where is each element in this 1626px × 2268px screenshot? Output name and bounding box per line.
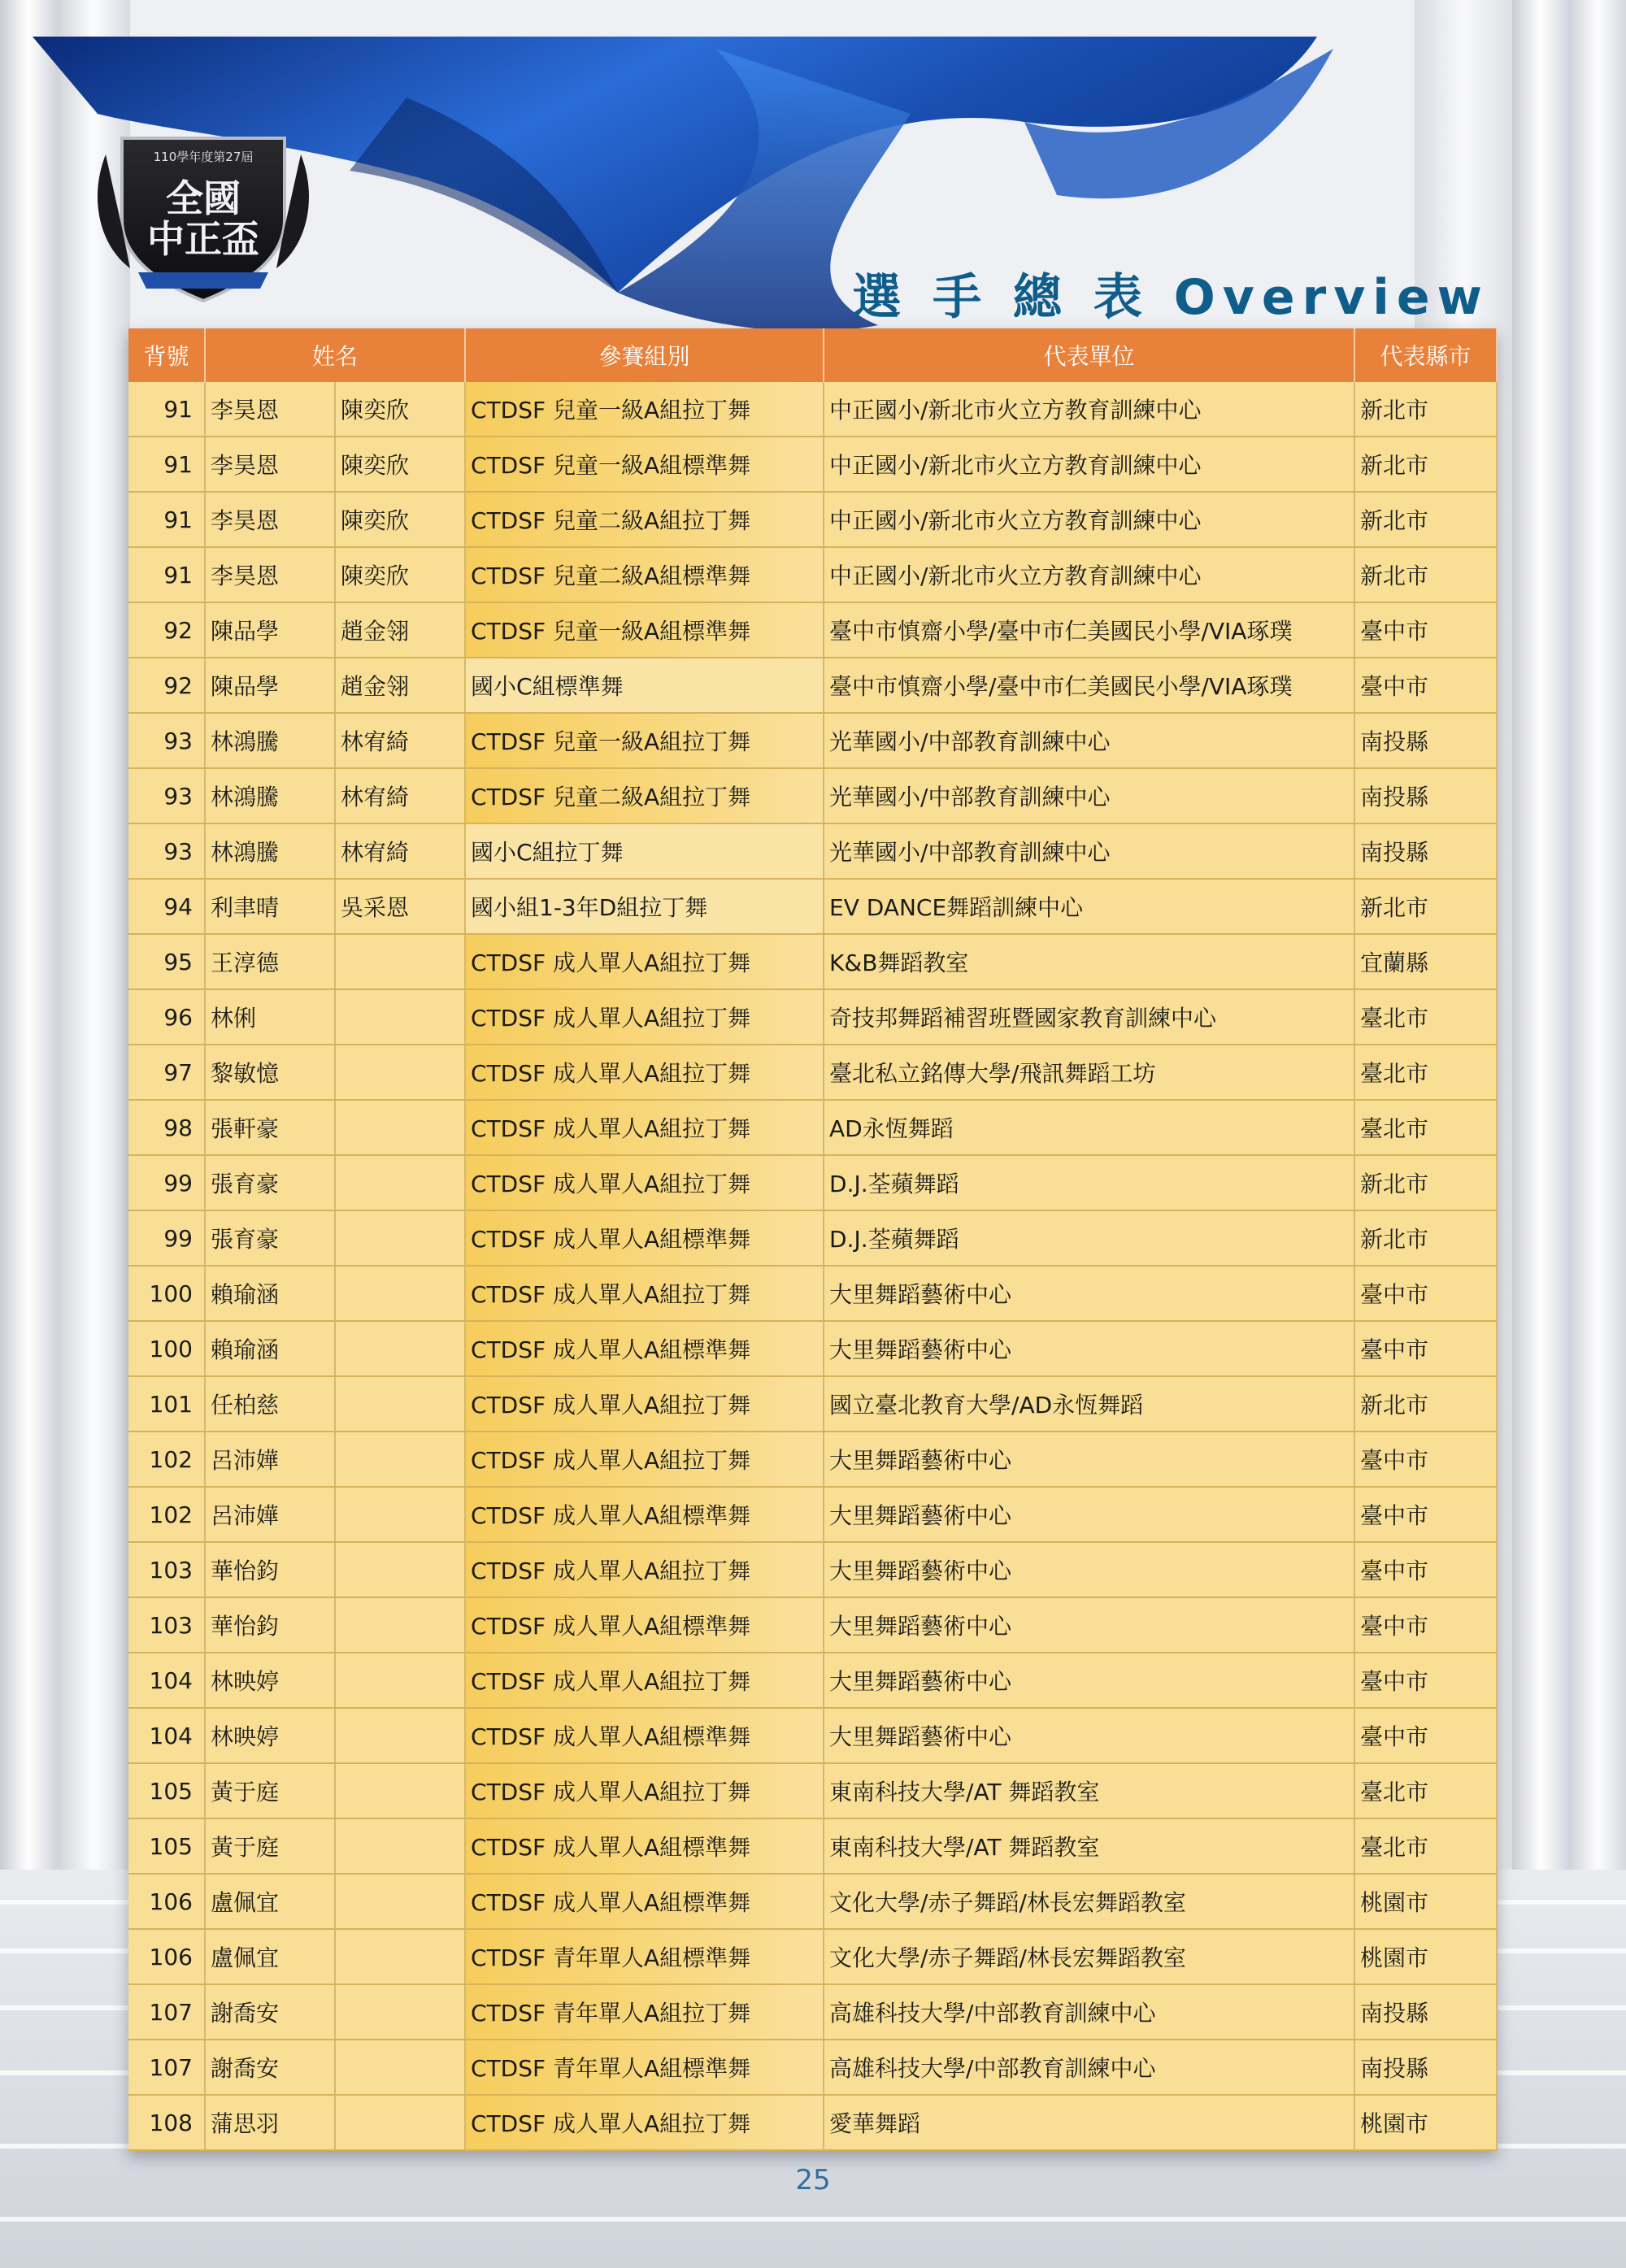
division-cell: CTDSF 青年單人A組拉丁舞 [465,1984,824,2040]
division-cell: CTDSF 成人單人A組拉丁舞 [465,1763,824,1818]
unit-cell: 國立臺北教育大學/AD永恆舞蹈 [824,1376,1354,1432]
name-partner-cell [335,1542,465,1597]
unit-cell: 臺中市慎齋小學/臺中市仁美國民小學/VIA琢璞 [824,602,1354,658]
division-cell: CTDSF 成人單人A組拉丁舞 [465,934,824,989]
name-partner-cell: 陳奕欣 [335,437,465,492]
division-cell: 國小C組標準舞 [465,658,824,713]
bib-number-cell: 100 [128,1321,205,1376]
name-partner-cell [335,1487,465,1542]
name-primary-cell: 謝喬安 [205,2040,335,2095]
division-cell: CTDSF 兒童二級A組拉丁舞 [465,492,824,547]
bib-number-cell: 102 [128,1487,205,1542]
division-cell: CTDSF 成人單人A組拉丁舞 [465,1045,824,1100]
unit-cell: D.J.荃蘋舞蹈 [824,1155,1354,1210]
bib-number-cell: 97 [128,1045,205,1100]
city-cell: 臺中市 [1354,1321,1497,1376]
unit-cell: 文化大學/赤子舞蹈/林長宏舞蹈教室 [824,1874,1354,1929]
bib-number-cell: 94 [128,879,205,934]
bib-number-cell: 93 [128,768,205,823]
name-partner-cell [335,2095,465,2150]
table-row [128,1653,1497,1708]
column-header-name: 姓名 [205,328,465,382]
name-primary-cell: 林鴻騰 [205,713,335,768]
unit-cell: 大里舞蹈藝術中心 [824,1266,1354,1321]
name-primary-cell: 蒲思羽 [205,2095,335,2150]
unit-cell: 奇技邦舞蹈補習班暨國家教育訓練中心 [824,989,1354,1045]
name-primary-cell: 謝喬安 [205,1984,335,2040]
table-row [128,989,1497,1045]
table-row [128,1597,1497,1653]
name-partner-cell [335,1100,465,1155]
name-primary-cell: 呂沛嬅 [205,1432,335,1487]
city-cell: 南投縣 [1354,713,1497,768]
unit-cell: 中正國小/新北市火立方教育訓練中心 [824,437,1354,492]
table-row [128,658,1497,713]
unit-cell: K&B舞蹈教室 [824,934,1354,989]
name-partner-cell [335,1376,465,1432]
city-cell: 新北市 [1354,879,1497,934]
division-cell: CTDSF 成人單人A組標準舞 [465,1597,824,1653]
unit-cell: 光華國小/中部教育訓練中心 [824,768,1354,823]
table-row [128,602,1497,658]
name-primary-cell: 黃于庭 [205,1763,335,1818]
unit-cell: 愛華舞蹈 [824,2095,1354,2150]
table-row [128,2095,1497,2150]
bib-number-cell: 93 [128,823,205,879]
table-row [128,934,1497,989]
table-row [128,1487,1497,1542]
city-cell: 臺中市 [1354,1266,1497,1321]
division-cell: CTDSF 成人單人A組拉丁舞 [465,989,824,1045]
city-cell: 臺北市 [1354,989,1497,1045]
name-primary-cell: 陳品學 [205,658,335,713]
bib-number-cell: 104 [128,1653,205,1708]
name-partner-cell [335,1763,465,1818]
name-primary-cell: 盧佩宜 [205,1874,335,1929]
name-primary-cell: 李昊恩 [205,547,335,602]
table-row [128,1874,1497,1929]
bib-number-cell: 100 [128,1266,205,1321]
bib-number-cell: 108 [128,2095,205,2150]
city-cell: 南投縣 [1354,823,1497,879]
name-partner-cell [335,1266,465,1321]
table-row [128,1542,1497,1597]
bib-number-cell: 92 [128,658,205,713]
name-primary-cell: 林映婷 [205,1653,335,1708]
division-cell: CTDSF 成人單人A組標準舞 [465,1708,824,1763]
city-cell: 臺北市 [1354,1100,1497,1155]
city-cell: 臺中市 [1354,658,1497,713]
division-cell: CTDSF 兒童一級A組拉丁舞 [465,382,824,437]
city-cell: 新北市 [1354,547,1497,602]
unit-cell: D.J.荃蘋舞蹈 [824,1210,1354,1266]
name-partner-cell [335,1708,465,1763]
bib-number-cell: 105 [128,1818,205,1874]
unit-cell: 大里舞蹈藝術中心 [824,1321,1354,1376]
name-partner-cell [335,1210,465,1266]
division-cell: CTDSF 成人單人A組標準舞 [465,1210,824,1266]
name-partner-cell [335,1321,465,1376]
division-cell: 國小組1-3年D組拉丁舞 [465,879,824,934]
division-cell: CTDSF 成人單人A組拉丁舞 [465,1653,824,1708]
table-row [128,1818,1497,1874]
name-partner-cell [335,1929,465,1984]
table-row [128,768,1497,823]
unit-cell: 大里舞蹈藝術中心 [824,1653,1354,1708]
bib-number-cell: 95 [128,934,205,989]
name-partner-cell [335,1597,465,1653]
unit-cell: EV DANCE舞蹈訓練中心 [824,879,1354,934]
unit-cell: 中正國小/新北市火立方教育訓練中心 [824,547,1354,602]
column-header-number: 背號 [128,328,205,382]
division-cell: CTDSF 成人單人A組標準舞 [465,1874,824,1929]
division-cell: CTDSF 兒童一級A組標準舞 [465,602,824,658]
table-row [128,437,1497,492]
name-primary-cell: 林俐 [205,989,335,1045]
bib-number-cell: 99 [128,1155,205,1210]
division-cell: CTDSF 成人單人A組標準舞 [465,1321,824,1376]
table-row [128,1763,1497,1818]
table-row [128,1708,1497,1763]
unit-cell: 中正國小/新北市火立方教育訓練中心 [824,492,1354,547]
city-cell: 臺北市 [1354,1818,1497,1874]
bib-number-cell: 105 [128,1763,205,1818]
unit-cell: 高雄科技大學/中部教育訓練中心 [824,2040,1354,2095]
table-row [128,1266,1497,1321]
name-partner-cell: 陳奕欣 [335,547,465,602]
name-partner-cell [335,2040,465,2095]
division-cell: CTDSF 青年單人A組標準舞 [465,1929,824,1984]
name-primary-cell: 林鴻騰 [205,823,335,879]
page-number: 25 [795,2164,831,2196]
city-cell: 臺北市 [1354,1763,1497,1818]
division-cell: CTDSF 成人單人A組標準舞 [465,1818,824,1874]
name-primary-cell: 林鴻騰 [205,768,335,823]
unit-cell: 大里舞蹈藝術中心 [824,1487,1354,1542]
svg-text:中正盃: 中正盃 [147,217,259,261]
name-partner-cell: 林宥綺 [335,713,465,768]
unit-cell: 大里舞蹈藝術中心 [824,1432,1354,1487]
unit-cell: 東南科技大學/AT 舞蹈教室 [824,1818,1354,1874]
city-cell: 桃園市 [1354,1929,1497,1984]
bib-number-cell: 107 [128,1984,205,2040]
name-primary-cell: 王淳德 [205,934,335,989]
bib-number-cell: 104 [128,1708,205,1763]
table-row [128,879,1497,934]
table-row [128,492,1497,547]
bib-number-cell: 101 [128,1376,205,1432]
city-cell: 桃園市 [1354,1874,1497,1929]
division-cell: CTDSF 兒童一級A組標準舞 [465,437,824,492]
name-partner-cell [335,1155,465,1210]
name-primary-cell: 利聿晴 [205,879,335,934]
city-cell: 臺中市 [1354,1597,1497,1653]
bib-number-cell: 103 [128,1542,205,1597]
column-header-unit: 代表單位 [824,328,1354,382]
table-row [128,1210,1497,1266]
overview-table [128,328,1498,2151]
table-row [128,1984,1497,2040]
bib-number-cell: 91 [128,492,205,547]
division-cell: CTDSF 兒童二級A組標準舞 [465,547,824,602]
name-partner-cell [335,1045,465,1100]
table-row [128,2040,1497,2095]
table-row [128,713,1497,768]
table-row [128,1045,1497,1100]
name-primary-cell: 李昊恩 [205,382,335,437]
page-title: 選 手 總 表 Overview [852,269,1489,326]
division-cell: CTDSF 青年單人A組標準舞 [465,2040,824,2095]
city-cell: 臺中市 [1354,1487,1497,1542]
svg-text:110學年度第27屆: 110學年度第27屆 [153,150,254,164]
name-partner-cell: 吳采恩 [335,879,465,934]
bib-number-cell: 91 [128,437,205,492]
table-row [128,1100,1497,1155]
name-primary-cell: 李昊恩 [205,437,335,492]
unit-cell: 東南科技大學/AT 舞蹈教室 [824,1763,1354,1818]
name-partner-cell [335,989,465,1045]
city-cell: 新北市 [1354,1210,1497,1266]
name-primary-cell: 盧佩宜 [205,1929,335,1984]
name-primary-cell: 呂沛嬅 [205,1487,335,1542]
division-cell: CTDSF 成人單人A組拉丁舞 [465,1155,824,1210]
division-cell: CTDSF 成人單人A組拉丁舞 [465,1376,824,1432]
bib-number-cell: 92 [128,602,205,658]
city-cell: 桃園市 [1354,2095,1497,2150]
unit-cell: 大里舞蹈藝術中心 [824,1708,1354,1763]
city-cell: 臺中市 [1354,1432,1497,1487]
city-cell: 臺中市 [1354,1708,1497,1763]
unit-cell: 光華國小/中部教育訓練中心 [824,713,1354,768]
bib-number-cell: 99 [128,1210,205,1266]
city-cell: 新北市 [1354,382,1497,437]
table-row [128,547,1497,602]
name-primary-cell: 任柏慈 [205,1376,335,1432]
name-primary-cell: 黎敏憶 [205,1045,335,1100]
city-cell: 南投縣 [1354,1984,1497,2040]
name-primary-cell: 賴瑜涵 [205,1321,335,1376]
city-cell: 宜蘭縣 [1354,934,1497,989]
name-partner-cell: 趙金翎 [335,602,465,658]
city-cell: 南投縣 [1354,768,1497,823]
unit-cell: 中正國小/新北市火立方教育訓練中心 [824,382,1354,437]
city-cell: 臺北市 [1354,1045,1497,1100]
column-header-city: 代表縣市 [1354,328,1497,382]
column-header-division: 參賽組別 [465,328,824,382]
division-cell: CTDSF 成人單人A組拉丁舞 [465,1266,824,1321]
table-row [128,1929,1497,1984]
city-cell: 臺中市 [1354,1542,1497,1597]
name-primary-cell: 張育豪 [205,1155,335,1210]
division-cell: 國小C組拉丁舞 [465,823,824,879]
city-cell: 新北市 [1354,492,1497,547]
table-row [128,823,1497,879]
table-header-row [128,328,1497,382]
bib-number-cell: 106 [128,1874,205,1929]
division-cell: CTDSF 成人單人A組標準舞 [465,1487,824,1542]
svg-text:全國: 全國 [166,176,241,220]
city-cell: 新北市 [1354,1376,1497,1432]
division-cell: CTDSF 兒童二級A組拉丁舞 [465,768,824,823]
name-partner-cell: 林宥綺 [335,768,465,823]
name-partner-cell [335,934,465,989]
name-partner-cell: 趙金翎 [335,658,465,713]
bib-number-cell: 91 [128,382,205,437]
division-cell: CTDSF 成人單人A組拉丁舞 [465,1542,824,1597]
bib-number-cell: 107 [128,2040,205,2095]
name-partner-cell [335,1984,465,2040]
bib-number-cell: 91 [128,547,205,602]
bib-number-cell: 106 [128,1929,205,1984]
city-cell: 南投縣 [1354,2040,1497,2095]
city-cell: 臺中市 [1354,1653,1497,1708]
bib-number-cell: 98 [128,1100,205,1155]
name-partner-cell [335,1818,465,1874]
unit-cell: AD永恆舞蹈 [824,1100,1354,1155]
table-row [128,382,1497,437]
division-cell: CTDSF 兒童一級A組拉丁舞 [465,713,824,768]
name-partner-cell [335,1432,465,1487]
name-primary-cell: 張育豪 [205,1210,335,1266]
unit-cell: 光華國小/中部教育訓練中心 [824,823,1354,879]
unit-cell: 臺北私立銘傳大學/飛訊舞蹈工坊 [824,1045,1354,1100]
bib-number-cell: 96 [128,989,205,1045]
table-row [128,1321,1497,1376]
name-primary-cell: 賴瑜涵 [205,1266,335,1321]
tournament-emblem [89,106,317,309]
table-row [128,1376,1497,1432]
city-cell: 新北市 [1354,437,1497,492]
name-primary-cell: 張軒豪 [205,1100,335,1155]
unit-cell: 大里舞蹈藝術中心 [824,1597,1354,1653]
overview-table-container [128,328,1497,2151]
table-row [128,1432,1497,1487]
name-partner-cell: 林宥綺 [335,823,465,879]
unit-cell: 臺中市慎齋小學/臺中市仁美國民小學/VIA琢璞 [824,658,1354,713]
name-partner-cell: 陳奕欣 [335,492,465,547]
bib-number-cell: 102 [128,1432,205,1487]
name-primary-cell: 林映婷 [205,1708,335,1763]
name-primary-cell: 陳品學 [205,602,335,658]
name-partner-cell: 陳奕欣 [335,382,465,437]
table-row [128,1155,1497,1210]
unit-cell: 文化大學/赤子舞蹈/林長宏舞蹈教室 [824,1929,1354,1984]
name-partner-cell [335,1653,465,1708]
city-cell: 臺中市 [1354,602,1497,658]
name-partner-cell [335,1874,465,1929]
bib-number-cell: 103 [128,1597,205,1653]
name-primary-cell: 華怡鈞 [205,1597,335,1653]
division-cell: CTDSF 成人單人A組拉丁舞 [465,2095,824,2150]
division-cell: CTDSF 成人單人A組拉丁舞 [465,1432,824,1487]
name-primary-cell: 李昊恩 [205,492,335,547]
city-cell: 新北市 [1354,1155,1497,1210]
unit-cell: 大里舞蹈藝術中心 [824,1542,1354,1597]
name-primary-cell: 華怡鈞 [205,1542,335,1597]
bib-number-cell: 93 [128,713,205,768]
division-cell: CTDSF 成人單人A組拉丁舞 [465,1100,824,1155]
unit-cell: 高雄科技大學/中部教育訓練中心 [824,1984,1354,2040]
name-primary-cell: 黃于庭 [205,1818,335,1874]
